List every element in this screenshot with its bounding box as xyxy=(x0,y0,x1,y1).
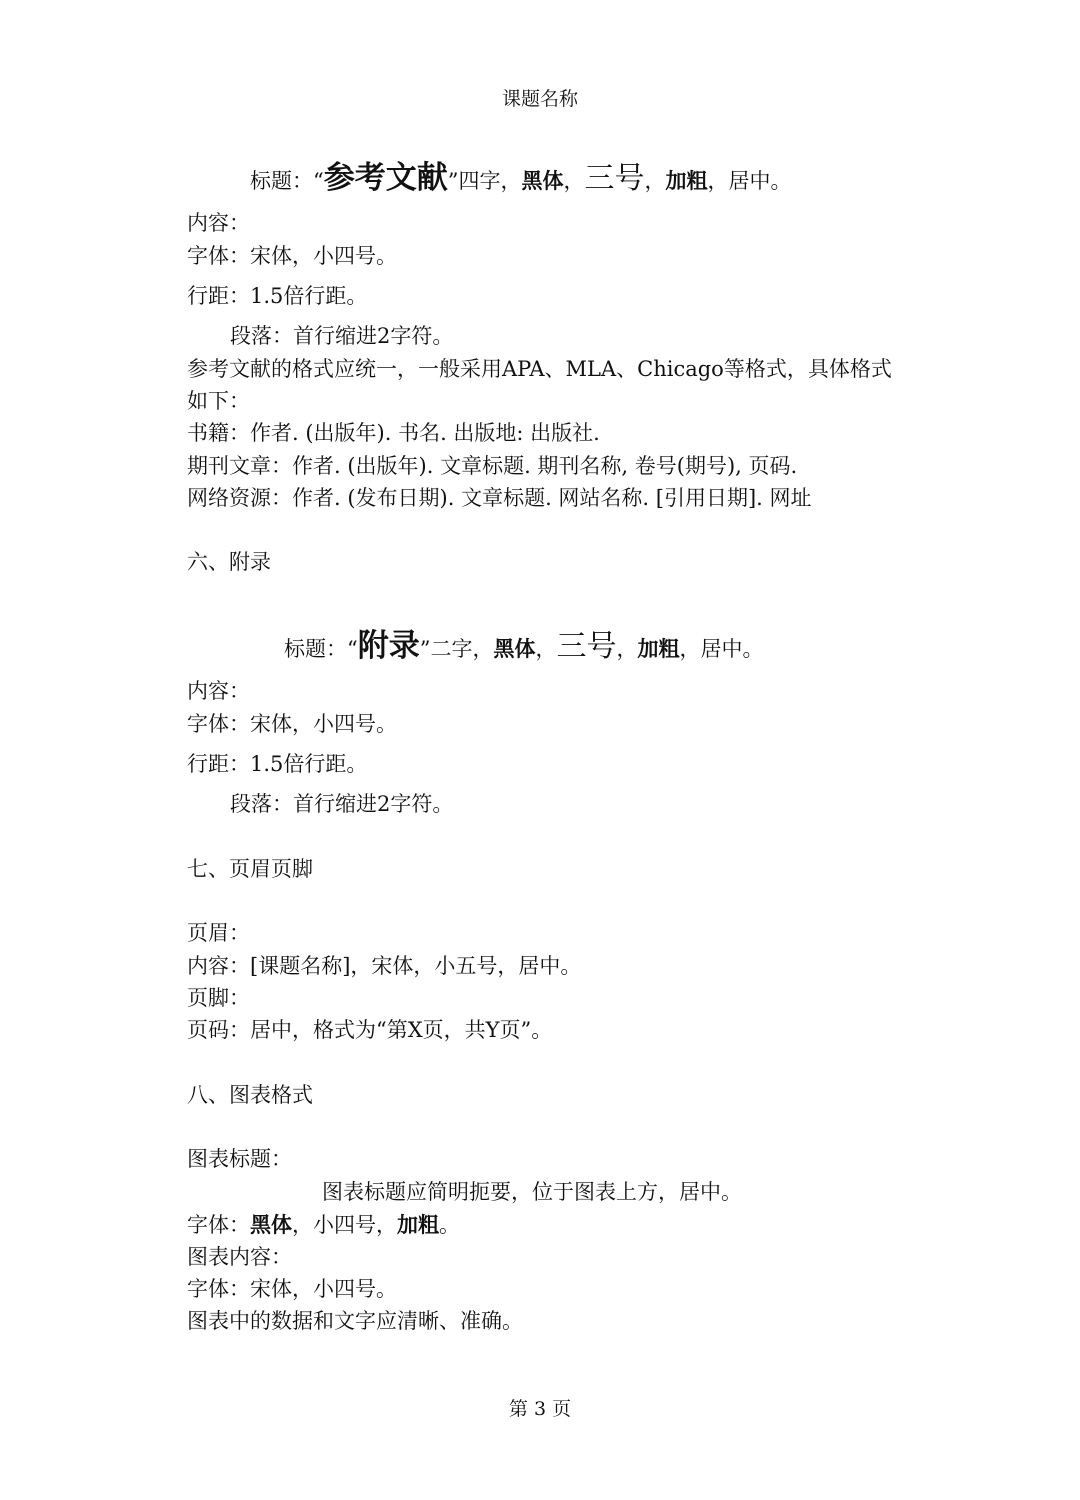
font-period: 。 xyxy=(439,1213,460,1237)
title-size: 三号 xyxy=(556,629,617,664)
title-comma: ， xyxy=(563,169,585,193)
app-paragraph-indent: 段落：首行缩进2字符。 xyxy=(230,792,454,816)
title-tail: ，居中。 xyxy=(707,169,792,193)
chart-content-label: 图表内容： xyxy=(187,1245,292,1269)
title-comma: ， xyxy=(616,637,638,661)
ref-book-format: 书籍：作者. (出版年). 书名. 出版地: 出版社. xyxy=(187,421,600,445)
chart-title-desc: 图表标题应简明扼要，位于图表上方，居中。 xyxy=(322,1180,742,1204)
ref-line-spacing: 行距：1.5倍行距。 xyxy=(187,284,368,308)
ref-journal-format: 期刊文章：作者. (出版年). 文章标题. 期刊名称, 卷号(期号), 页码. xyxy=(187,454,798,478)
ref-content-label: 内容： xyxy=(187,211,250,235)
title-bold: 加粗 xyxy=(665,169,708,193)
title-font: 黑体 xyxy=(493,637,536,661)
ref-format-desc: 参考文献的格式应统一，一般采用APA、MLA、Chicago等格式，具体格式 xyxy=(187,357,892,381)
font-bold: 加粗 xyxy=(397,1213,439,1237)
footer-label: 页脚： xyxy=(187,986,250,1010)
title-tail: ，居中。 xyxy=(679,637,764,661)
title-size: 三号 xyxy=(584,161,645,196)
header-label: 页眉： xyxy=(187,921,250,945)
ref-format-desc-cont: 如下： xyxy=(187,389,250,413)
font-label: 字体： xyxy=(187,1213,250,1237)
title-comma: ， xyxy=(535,637,557,661)
chart-content-desc: 图表中的数据和文字应清晰、准确。 xyxy=(187,1309,523,1333)
appendix-title-spec xyxy=(284,624,764,671)
appendix-title-word: 附录 xyxy=(357,628,420,664)
header-content-spec: 内容：[课题名称]，宋体，小五号，居中。 xyxy=(187,954,582,978)
title-font: 黑体 xyxy=(521,169,564,193)
font-size: ，小四号， xyxy=(292,1213,397,1237)
title-prefix: 标题：“ xyxy=(284,637,358,661)
section-6-heading: 六、附录 xyxy=(187,550,271,574)
title-bold: 加粗 xyxy=(637,637,680,661)
title-comma: ， xyxy=(644,169,666,193)
page-number-spec: 页码：居中，格式为“第X页，共Y页”。 xyxy=(187,1018,553,1042)
chart-title-label: 图表标题： xyxy=(187,1147,292,1171)
ref-paragraph-indent: 段落：首行缩进2字符。 xyxy=(230,324,454,348)
ref-web-format: 网络资源：作者. (发布日期). 文章标题. 网站名称. [引用日期]. 网址 xyxy=(187,486,812,510)
app-content-label: 内容： xyxy=(187,679,250,703)
title-after: ”二字， xyxy=(419,637,494,661)
chart-content-font-spec: 字体：宋体，小四号。 xyxy=(187,1277,397,1301)
page-footer: 第 3 页 xyxy=(508,1398,572,1420)
title-prefix: 标题：“ xyxy=(250,169,324,193)
section-8-heading: 八、图表格式 xyxy=(187,1083,313,1107)
chart-title-font-spec xyxy=(187,1210,460,1240)
app-line-spacing: 行距：1.5倍行距。 xyxy=(187,752,368,776)
references-title-spec xyxy=(250,156,792,203)
page-header: 课题名称 xyxy=(501,88,578,110)
app-font-spec: 字体：宋体，小四号。 xyxy=(187,712,397,736)
section-7-heading: 七、页眉页脚 xyxy=(187,857,313,881)
ref-font-spec: 字体：宋体，小四号。 xyxy=(187,244,397,268)
font-heiti: 黑体 xyxy=(250,1213,292,1237)
title-after: ”四字， xyxy=(447,169,522,193)
references-title-word: 参考文献 xyxy=(323,160,448,196)
